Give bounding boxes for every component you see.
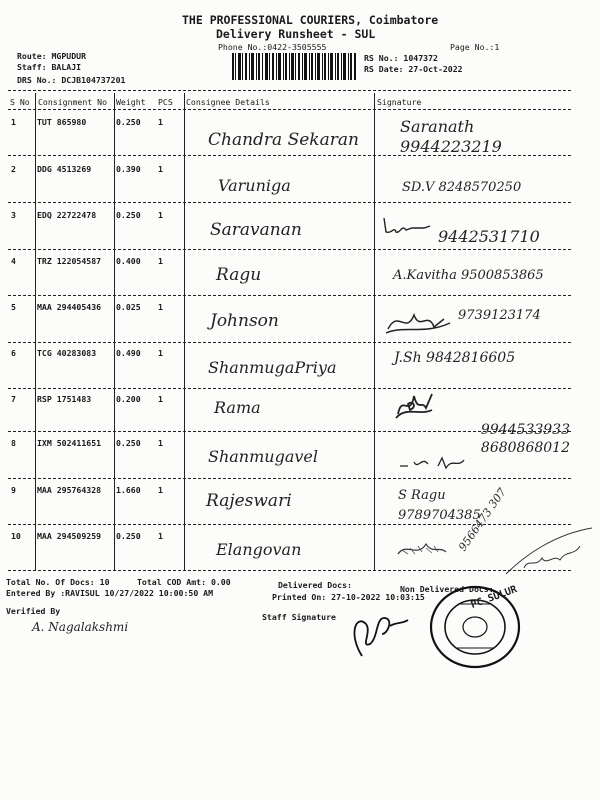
recipient-signature: 9566473 307 (456, 485, 509, 554)
consignee-name: Elangovan (216, 540, 302, 559)
col-sno: S No (10, 97, 30, 107)
row-consignment: IXM 502411651 (37, 438, 102, 448)
company-name: THE PROFESSIONAL COURIERS, Coimbatore (182, 13, 439, 27)
row-pcs: 1 (158, 394, 163, 404)
signature-scribble (398, 454, 468, 472)
consignee-name: Johnson (210, 311, 279, 331)
total-docs: Total No. Of Docs: 10 (6, 577, 110, 587)
header-top-rule (8, 90, 571, 91)
signature-scribble (392, 388, 436, 422)
col-pcs: PCS (158, 97, 173, 107)
consignee-name: Rajeswari (206, 491, 292, 511)
row-sno: 8 (11, 438, 16, 448)
row-rule (8, 570, 571, 571)
page-number: Page No.:1 (450, 42, 500, 52)
delivered-docs: Delivered Docs: (278, 580, 352, 590)
row-pcs: 1 (158, 531, 163, 541)
header-bottom-rule (8, 109, 571, 110)
verified-by: Verified By (6, 606, 61, 616)
row-weight: 0.250 (116, 117, 141, 127)
col-consignee: Consignee Details (186, 97, 270, 107)
col-weight: Weight (116, 97, 146, 107)
row-consignment: EDQ 22722478 (37, 210, 97, 220)
col-divider (114, 93, 115, 570)
recipient-signature: 9739123174 (458, 308, 541, 323)
recipient-signature: SD.V 8248570250 (402, 180, 522, 195)
signature-scribble (384, 305, 454, 337)
rs-number: RS No.: 1047372 (364, 53, 438, 63)
staff-signature-scribble (342, 604, 412, 664)
total-cod: Total COD Amt: 0.00 (137, 577, 231, 587)
row-sno: 6 (11, 348, 16, 358)
row-sno: 7 (11, 394, 16, 404)
row-weight: 0.250 (116, 531, 141, 541)
row-pcs: 1 (158, 302, 163, 312)
printed-on: Printed On: 27-10-2022 10:03:15 (272, 592, 425, 602)
consignee-name: Shanmugavel (208, 447, 318, 466)
recipient-signature: A.Kavitha 9500853865 (393, 268, 544, 283)
row-pcs: 1 (158, 438, 163, 448)
row-weight: 1.660 (116, 485, 141, 495)
col-signature: Signature (377, 97, 422, 107)
row-pcs: 1 (158, 117, 163, 127)
row-rule (8, 155, 571, 156)
row-weight: 0.400 (116, 256, 141, 266)
row-rule (8, 295, 571, 296)
staff: Staff: BALAJI (17, 62, 82, 72)
row-consignment: TUT 865980 (37, 117, 87, 127)
row-pcs: 1 (158, 256, 163, 266)
entered-by: Entered By :RAVISUL 10/27/2022 10:00:50 AM (6, 588, 214, 598)
phone-number: Phone No.:0422-3505555 (218, 42, 327, 52)
row-consignment: DDG 4513269 (37, 164, 92, 174)
row-rule (8, 249, 571, 250)
row-rule (8, 342, 571, 343)
verifier-signature: A. Nagalakshmi (32, 620, 129, 634)
row-consignment: TCG 40283083 (37, 348, 97, 358)
row-weight: 0.250 (116, 210, 141, 220)
recipient-signature: J.Sh 9842816605 (394, 350, 516, 366)
col-divider (374, 93, 375, 570)
row-sno: 4 (11, 256, 16, 266)
row-rule (8, 202, 571, 203)
row-sno: 9 (11, 485, 16, 495)
row-pcs: 1 (158, 348, 163, 358)
signature-scribble (382, 214, 432, 236)
row-rule (8, 478, 571, 479)
row-consignment: MAA 294509259 (37, 531, 102, 541)
route: Route: MGPUDUR (17, 51, 87, 61)
consignee-name: Varuniga (218, 176, 291, 195)
row-pcs: 1 (158, 210, 163, 220)
row-weight: 0.490 (116, 348, 141, 358)
stamp-text: PC SULUR (469, 584, 519, 611)
non-delivered-docs: Non Delivered Docs: (400, 584, 494, 594)
row-consignment: MAA 294405436 (37, 302, 102, 312)
consignee-name: Ragu (216, 265, 262, 285)
recipient-signature: 9944533933 8680868012 (480, 422, 570, 456)
row-weight: 0.200 (116, 394, 141, 404)
col-divider (35, 93, 36, 570)
drs-number: DRS No.: DCJB104737201 (17, 75, 126, 85)
consignee-name: Saravanan (210, 220, 302, 240)
consignee-name: ShanmugaPriya (208, 358, 337, 377)
signature-scribble (396, 524, 596, 580)
barcode (232, 53, 356, 80)
consignee-name: Chandra Sekaran (208, 130, 359, 150)
row-weight: 0.390 (116, 164, 141, 174)
col-consignment: Consignment No (38, 97, 108, 107)
col-divider (184, 93, 185, 570)
consignee-name: Rama (214, 398, 261, 417)
row-sno: 10 (11, 531, 21, 541)
row-sno: 1 (11, 117, 16, 127)
row-sno: 5 (11, 302, 16, 312)
recipient-signature: S Ragu 9789704385 (398, 488, 481, 523)
row-rule (8, 388, 571, 389)
row-weight: 0.250 (116, 438, 141, 448)
row-consignment: RSP 1751483 (37, 394, 92, 404)
rs-date: RS Date: 27-Oct-2022 (364, 64, 463, 74)
row-sno: 2 (11, 164, 16, 174)
staff-signature-label: Staff Signature (262, 612, 336, 622)
recipient-signature: Saranath 9944223219 (400, 117, 502, 156)
row-consignment: TRZ 122054587 (37, 256, 102, 266)
row-pcs: 1 (158, 164, 163, 174)
runsheet-title: Delivery Runsheet - SUL (216, 27, 376, 41)
row-pcs: 1 (158, 485, 163, 495)
row-weight: 0.025 (116, 302, 141, 312)
row-sno: 3 (11, 210, 16, 220)
row-consignment: MAA 295764328 (37, 485, 102, 495)
recipient-signature: 9442531710 (438, 227, 540, 246)
